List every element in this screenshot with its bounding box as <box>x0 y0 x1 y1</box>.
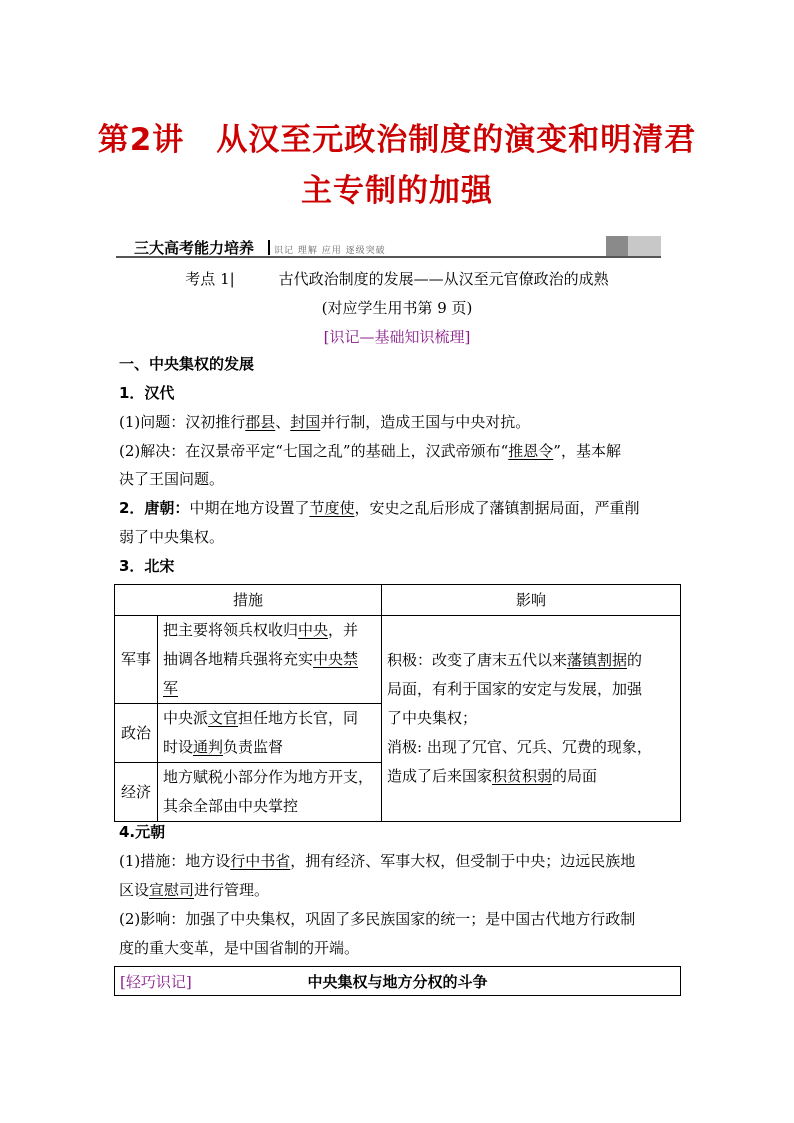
key-term: 文官 <box>208 709 239 727</box>
key-term: 封国 <box>290 413 321 431</box>
text: (1)问题：汉初推行 <box>119 413 246 431</box>
text: 造成了后来国家 <box>387 767 493 785</box>
key-term: 中央禁 <box>313 650 359 668</box>
text: 抽调各地精兵强将充实 <box>163 650 314 668</box>
banner-title: 三大高考能力培养 <box>134 239 255 257</box>
table-row <box>115 616 681 704</box>
text: ，并 <box>328 621 359 639</box>
banner-divider <box>268 240 270 255</box>
text: 其余全部由中央掌控 <box>163 797 299 815</box>
text: 地方赋税小部分作为地方开支， <box>163 768 374 786</box>
table-header-measures: 措施 <box>115 585 382 616</box>
text: ，拥有经济、军事大权，但受制于中央；边远民族地 <box>290 852 636 870</box>
text: 了中央集权； <box>387 709 478 727</box>
text: (1)措施：地方设 <box>119 852 231 870</box>
tang-paragraph-cont: 弱了中央集权。 <box>119 528 225 546</box>
text: 负责监督 <box>223 738 284 756</box>
section-heading: 一、中央集权的发展 <box>119 355 255 373</box>
kaodian-line <box>0 268 794 289</box>
text: 时设 <box>163 738 194 756</box>
row-measure <box>158 616 382 704</box>
key-term: 推恩令 <box>508 442 554 460</box>
shiji-heading: [识记—基础知识梳理] <box>323 328 471 346</box>
han-heading: 1．汉代 <box>119 384 175 402</box>
text: ，安史之乱后形成了藩镇割据局面，严重削 <box>354 499 640 517</box>
han-solution <box>119 442 621 461</box>
row-measure <box>158 763 382 822</box>
text: 消极: 出现了冗官、冗兵、冗费的现象， <box>387 738 652 756</box>
yuan-heading: 4.元朝 <box>119 823 166 841</box>
lecture-title-line1: 第2讲 从汉至元政治制度的演变和明清君 <box>97 122 697 158</box>
key-term: 宣慰司 <box>149 881 195 899</box>
lecture-title-line2: 主专制的加强 <box>301 173 493 209</box>
text: (2)解决：在汉景帝平定“七国之乱”的基础上，汉武帝颁布“ <box>119 442 509 460</box>
yuan-impact: (2)影响：加强了中央集权，巩固了多民族国家的统一；是中国古代地方行政制 <box>119 910 636 928</box>
text: 的局面 <box>552 767 598 785</box>
page-reference: (对应学生用书第 9 页) <box>321 299 473 317</box>
yuan-impact-cont: 度的重大变革，是中国省制的开端。 <box>119 939 360 957</box>
kaodian-tag: 考点 1| <box>185 270 235 288</box>
yuan-measure-cont <box>119 881 269 900</box>
row-label: 军事 <box>115 616 158 704</box>
key-term: 积贫积弱 <box>492 767 553 785</box>
song-table <box>114 584 681 822</box>
text: 并行制，造成王国与中央对抗。 <box>320 413 531 431</box>
text: 局面，有利于国家的安定与发展，加强 <box>387 680 643 698</box>
han-problem <box>119 413 530 432</box>
tip-title: 中央集权与地方分权的斗争 <box>307 973 488 991</box>
text: 把主要将领兵权收归 <box>163 621 299 639</box>
text: ”，基本解 <box>553 442 621 460</box>
text: 中央派 <box>163 709 209 727</box>
key-term: 军 <box>163 679 179 697</box>
kaodian-title: 古代政治制度的发展——从汉至元官僚政治的成熟 <box>278 270 609 288</box>
row-label: 经济 <box>115 763 158 822</box>
tang-paragraph <box>119 499 639 518</box>
banner-light-block <box>628 236 661 256</box>
tip-label: [轻巧识记] <box>120 973 192 991</box>
text: 担任地方长官，同 <box>238 709 359 727</box>
text: 进行管理。 <box>194 881 270 899</box>
key-term: 郡县 <box>245 413 276 431</box>
key-term: 行中书省 <box>230 852 291 870</box>
text: 中期在地方设置了 <box>189 499 310 517</box>
key-term: 藩镇割据 <box>567 651 628 669</box>
section-banner <box>116 236 661 258</box>
text: 积极：改变了唐末五代以来 <box>387 651 568 669</box>
key-term: 节度使 <box>309 499 355 517</box>
banner-dark-block <box>606 236 628 256</box>
text: 的 <box>627 651 643 669</box>
text: 区设 <box>119 881 150 899</box>
row-measure <box>158 704 382 763</box>
row-label: 政治 <box>115 704 158 763</box>
han-solution-cont: 决了王国问题。 <box>119 470 225 488</box>
impact-cell <box>382 616 681 822</box>
yuan-measure <box>119 852 635 871</box>
song-heading: 3．北宋 <box>119 557 175 575</box>
tip-box <box>114 966 681 996</box>
table-header-impact: 影响 <box>382 585 681 616</box>
key-term: 中央 <box>298 621 329 639</box>
text: 、 <box>275 413 291 431</box>
banner-subtitle: 识记 理解 应用 逐级突破 <box>274 246 386 256</box>
table-header-row <box>115 585 681 616</box>
key-term: 通判 <box>193 738 224 756</box>
tang-heading: 2．唐朝： <box>119 499 190 517</box>
